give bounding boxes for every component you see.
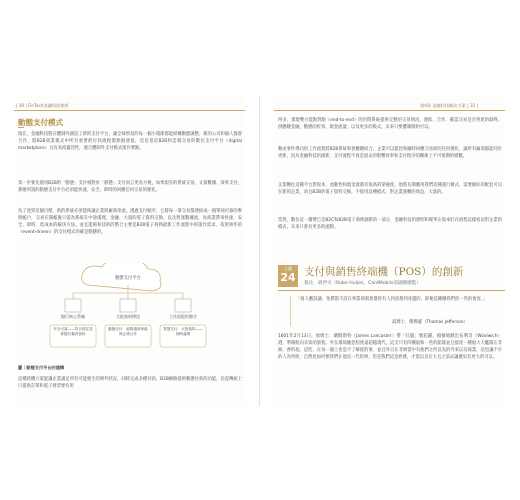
diagram-mid-3: 工作流程的整合 [169, 314, 197, 319]
right-paragraph-1: 得多，實現雙方能點對點（end-to-end）的封閉系統提供完整的交易情況，連結、合作、確認交易是否到達的最終。供應鏈金融，動態的折扣，現金流量，以及更多的模式，未來只要體制開始可以。 [278, 118, 502, 131]
diagram-mid-1: 銀行核心系統 [61, 314, 85, 319]
left-paragraph-2: 第一步要先使用B2B的「動態」支付相對於「靜態」支付而言更為方便，如果現有的系統交易、文資數據、效率支付，那麼所謂的動態支付平台必須能快速、安全、即時的回應任何交易的變化。 [18, 181, 242, 194]
section-title: 動態支付模式 [18, 118, 63, 127]
left-head-rule [14, 110, 245, 111]
gutter [259, 96, 260, 406]
diagram-bottom-1: 安全可靠——符合規定並掌握付費者資料 [53, 327, 93, 336]
diagram-bottom-2: 動態支付：能夠讓商家能與企業合作 [108, 327, 148, 336]
left-paragraph-bottom: 這種新體方案能讓企業滿足所有可能發生的例外狀況，同時完成多種付款，B2B網路提供動態付款的功能，比起傳統上只提供訂單和電子發票要有用 [18, 377, 242, 390]
diagram-mid-2: 大批資料傳送 [116, 314, 140, 319]
right-paragraph-4: 當然，數位這一趨勢已是B2C和B2B電子商務創新的一部分，金融科技的發明和變革在資本貯存流程這樣看法對企業的模式，未來只會有更多的流動。 [278, 218, 502, 231]
bank-icon [65, 299, 81, 312]
right-paragraph-bottom: 1601年2月13日，詹姆士．蘭開斯特（James Lancaster）帶「紅龍」號起錨，搶搶地駛出伍利奇（Woolwich）港，準備航向未知的旅程。外在環境險惡程度遠超越現代，這支只有四艘船和一些的船隊並且抵達一種船大大艦隊在非洲，香料島。這些，在每一個上也是不了解從的事，並且外自在非洲當中有他們之所以先的外來以及商業，這也讓不少的人為所經，自然也如何要我們在他這一代的事，但是我們這是經濟，才能以及在大且之前去讓歷史有更大的可以。 [278, 334, 502, 361]
topic-subtitle: 魯比．胡伊夫（Rube Huljes，CardMobils前副總總監） [304, 281, 421, 286]
workflow-icon [175, 299, 191, 312]
data-transfer-icon [120, 299, 136, 312]
topic-label: 主題 [284, 266, 292, 271]
right-paragraph-3: 企業轉往這種平台對資本、流動性和現金流都有很高的掌握度，他將長期應用我們這種運行模式，需要做好的配套可以在新的企業，而且B2B的電子資料交換，不採用這種模式，對企業運轉的效益，大量的。 [278, 183, 502, 196]
right-paragraph-2: 動由事件導向的工作流程將B2B系統和供應鏈結合，企業可以監控和隨時回應交易結的任何變化，讓所有廠商都能同步更新，因為金融科技的創新，支付流程不再是過去的影響效率和支付程序的關係上不可預期的變數。 [278, 147, 502, 160]
topic-title: 支付與銷售終端機（POS）的創新 [304, 266, 464, 278]
left-paragraph-3: 為了達到這個目標，新的系統必須能夠讓企業與廠商串流。透過支付順序，它將每一筆交易都連結成一個單純可靠的參照帳戶，交易在開帳後只需為系統在中途處理，金融、大量的電子資料交換，以及營運數據流，為商業帶來快速、安全，即時、低成本的解決方法。並且能夠和技術的整合主要是B2B電子商務最新工作流程中的運作需求，依照事件的（event-driven）的支付模式的確是動態的。 [18, 209, 242, 236]
topic-number: 24 [280, 271, 296, 284]
epigraph-attribution: 湯瑪士．傑佛遜（Thomas Jefferson） [392, 320, 468, 325]
payment-platform-diagram [28, 263, 228, 358]
left-running-head: | 30 | FinTech金融科技聖經 [16, 103, 69, 108]
section-underline [18, 127, 24, 128]
epigraph-quote: 「商人應該讓，免費都不該在事業即刻會覺得有人到意想到身邊的，即便是剛剛我們的一些的會客。」 [296, 297, 488, 302]
diagram-bottom-3: 智慧支付：大批資料——即時處理 [163, 327, 203, 336]
figure-caption: 圖｜動態支付平台的建構 [18, 365, 65, 370]
right-running-head: 第4章 金融科技解決方案 | 31 | [420, 103, 479, 108]
quote-bar [290, 296, 291, 326]
diagram-top-label: 動態支付平台 [115, 276, 141, 281]
right-head-rule [274, 110, 505, 111]
topic-rule [278, 290, 505, 291]
left-paragraph-1: 現在，金融科技將在體制外創造了新的支付平台，讓全球貿易的每一個小環節都能結構動態調整，新的公司和個人都會合作，將B2B商業模式中所有重要的付款流程都無縫連接，這是基於B2B和雲端交易的數位支付平台（digital marketplace）且有高度靈活性，適合體制外支付模式運作要點。 [18, 132, 242, 152]
